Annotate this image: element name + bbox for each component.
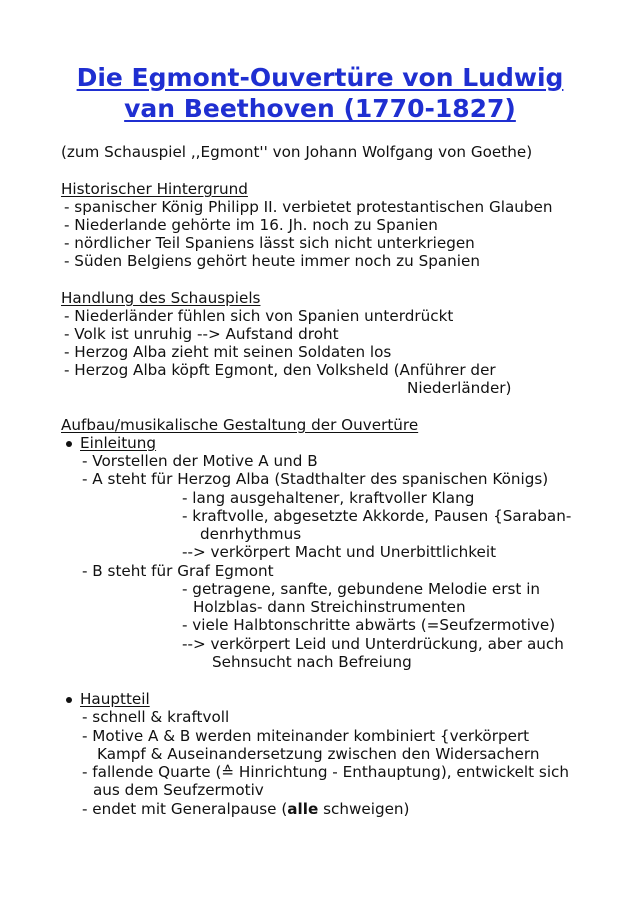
bullet-icon (66, 441, 72, 447)
list-item: - B steht für Graf Egmont (82, 562, 274, 580)
list-item-continuation: aus dem Seufzermotiv (93, 781, 264, 799)
list-item: - Herzog Alba zieht mit seinen Soldaten los (64, 343, 392, 361)
list-item-continuation: denrhythmus (200, 525, 302, 543)
list-item: - schnell & kraftvoll (82, 708, 230, 726)
bullet-icon (66, 697, 72, 703)
list-item: - Niederländer fühlen sich von Spanien unterdrückt (64, 307, 454, 325)
list-item: - A steht für Herzog Alba (Stadthalter des spanischen Königs) (82, 470, 549, 488)
list-item: - lang ausgehaltener, kraftvoller Klang (182, 489, 475, 507)
list-item: - fallende Quarte (≙ Hinrichtung - Enthauptung), entwickelt sich (82, 763, 570, 781)
list-item: - kraftvolle, abgesetzte Akkorde, Pausen {Saraban- (182, 507, 572, 525)
title-line-2: van Beethoven (1770-1827) (124, 94, 516, 123)
list-item: - spanischer König Philipp II. verbietet protestantischen Glauben (64, 198, 553, 216)
list-item: --> verkörpert Macht und Unerbittlichkeit (182, 543, 497, 561)
subsection-hauptteil: Hauptteil (80, 690, 150, 708)
list-item: - Süden Belgiens gehört heute immer noch zu Spanien (64, 252, 480, 270)
list-item-continuation: Niederländer) (407, 379, 512, 397)
list-item: - Volk ist unruhig --> Aufstand droht (64, 325, 339, 343)
list-item: - getragene, sanfte, gebundene Melodie erst in (182, 580, 541, 598)
section-heading-handlung: Handlung des Schauspiels (61, 289, 261, 307)
list-item-continuation: Kampf & Auseinandersetzung zwischen den Widersachern (97, 745, 540, 763)
subtitle: (zum Schauspiel ,,Egmont'' von Johann Wolfgang von Goethe) (61, 143, 533, 161)
list-item: - Niederlande gehörte im 16. Jh. noch zu Spanien (64, 216, 438, 234)
subsection-einleitung: Einleitung (80, 434, 157, 452)
list-item-continuation: Sehnsucht nach Befreiung (212, 653, 412, 671)
generalpause-suffix: schweigen) (318, 800, 410, 818)
generalpause-prefix: - endet mit Generalpause ( (82, 800, 288, 818)
list-item: - viele Halbtonschritte abwärts (=Seufzermotive) (182, 616, 556, 634)
section-heading-aufbau: Aufbau/musikalische Gestaltung der Ouvertüre (61, 416, 419, 434)
list-item: - Motive A & B werden miteinander kombiniert {verkörpert (82, 727, 530, 745)
list-item: - Herzog Alba köpft Egmont, den Volksheld (Anführer der (64, 361, 496, 379)
generalpause-bold: alle (287, 800, 319, 818)
title-line-1: Die Egmont-Ouvertüre von Ludwig (76, 63, 564, 92)
list-item: - nördlicher Teil Spaniens lässt sich nicht unterkriegen (64, 234, 475, 252)
page-title (40, 62, 600, 124)
list-item-generalpause (82, 800, 410, 818)
section-heading-historisch: Historischer Hintergrund (61, 180, 248, 198)
list-item: - Vorstellen der Motive A und B (82, 452, 318, 470)
list-item-continuation: Holzblas- dann Streichinstrumenten (193, 598, 466, 616)
list-item: --> verkörpert Leid und Unterdrückung, aber auch (182, 635, 564, 653)
